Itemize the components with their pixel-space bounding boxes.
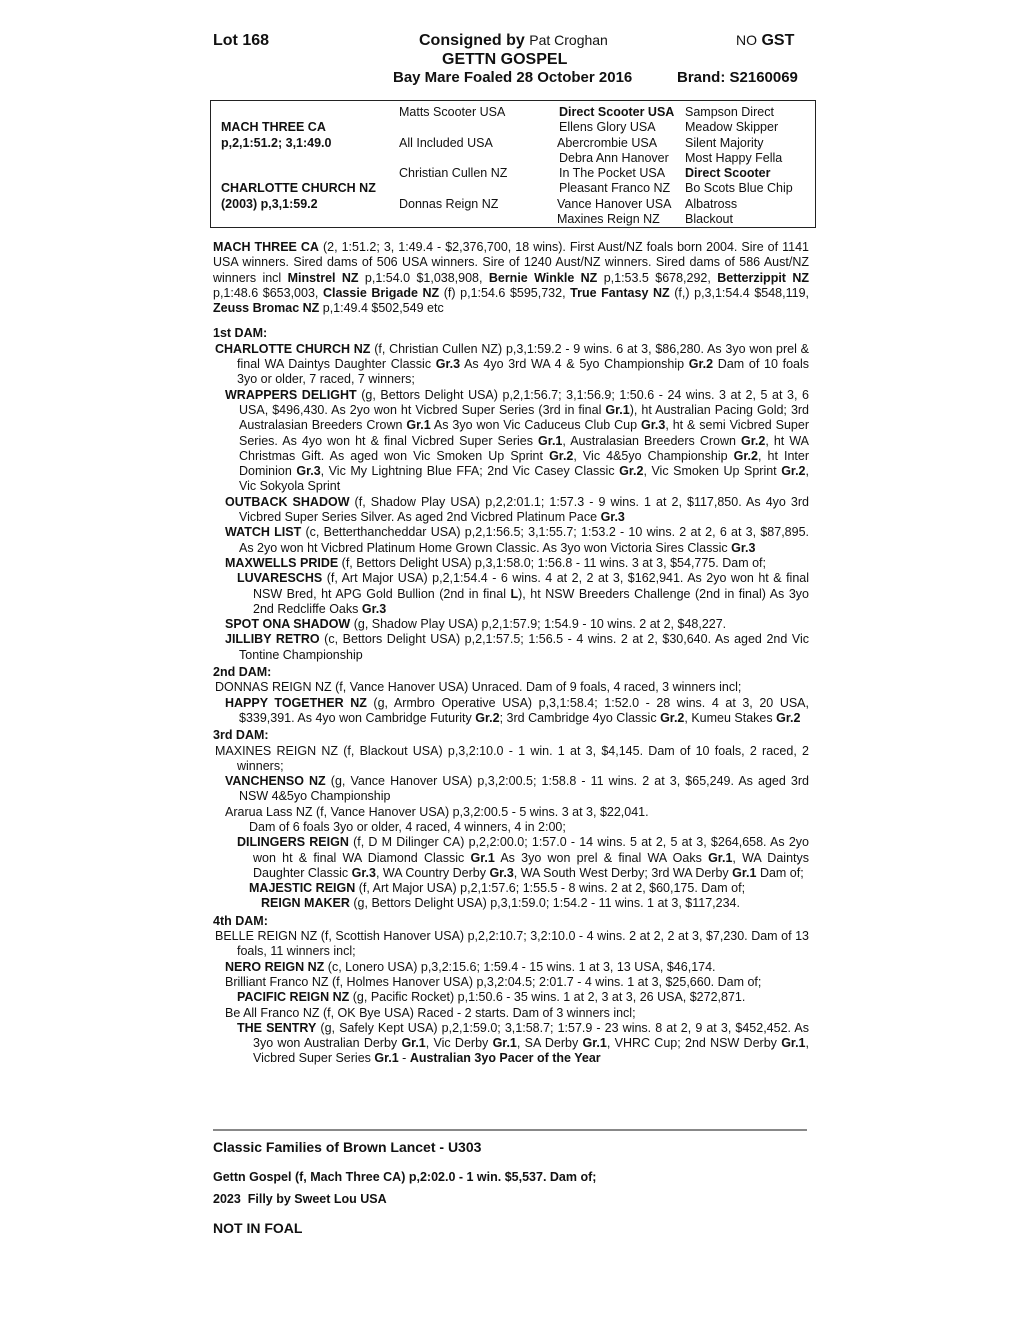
pedigree-entry — [213, 495, 809, 526]
bold-text: Gr.2 — [619, 464, 644, 479]
bold-text: Gr.2 — [741, 433, 766, 448]
bold-text: Australian 3yo Pacer of the Year — [409, 1051, 601, 1066]
text-run: , Vicbred Super Series — [253, 1036, 809, 1066]
bold-text: WATCH LIST — [225, 525, 302, 540]
bold-text: LUVARESCHS — [237, 571, 323, 586]
horse-description: Bay Mare Foaled 28 October 2016 — [393, 69, 633, 86]
pedigree-entry — [213, 342, 809, 388]
pedigree-g3: Direct Scooter USA — [559, 105, 675, 119]
text-run: (g, Armbro Operative USA) p,3,1:58.4; 1:52.0 - 28 wins. 4 at 3, 20 USA, $339,391. As 4yo won Cambridge Futurity — [239, 695, 809, 725]
pedigree-entry — [213, 774, 809, 805]
text-run: (c, Betterthancheddar USA) p,2,1:56.5; 3,1:55.7; 1:53.2 - 10 wins. 2 at 2, 6 at 3, $87,895. As 2yo won ht Vicbred Platinum Home Grown Classic. As 3yo won Victoria Sires Classic — [239, 525, 810, 555]
text-run: , Vic Smoken Up Sprint — [643, 464, 782, 479]
bold-text: MACH THREE CA — [213, 240, 319, 254]
pedigree-g4: Most Happy Fella — [685, 151, 783, 165]
dam-section-label: 1st DAM: — [213, 326, 268, 341]
lot-number: Lot 168 — [213, 32, 270, 49]
sire-record: p,2,1:51.2; 3,1:49.0 — [221, 136, 332, 150]
text-run: (g, Safely Kept USA) p,2,1:59.0; 3,1:58.7; 1:57.9 - 23 wins. 8 at 2, 9 at 3, $452,452. As 3yo won Australian Derby — [253, 1020, 809, 1051]
sire-name: MACH THREE CA — [221, 120, 326, 134]
text-run: (c, Bettors Delight USA) p,2,1:57.5; 1:56.5 - 4 wins. 2 at 2, $30,640. As aged 2nd Vic Tontine Championship — [239, 632, 809, 662]
text-run: , WA Daintys Daughter Classic — [253, 850, 809, 880]
pedigree-g2: Christian Cullen NZ — [399, 166, 508, 180]
pedigree-entry — [213, 617, 809, 632]
bold-text: Gr.3 — [351, 865, 376, 880]
bold-text: CHARLOTTE CHURCH NZ — [215, 341, 371, 356]
text-run: , WA South West Derby; 3rd WA Derby — [513, 865, 733, 880]
bold-text: SPOT ONA SHADOW — [225, 617, 351, 632]
pedigree-entry — [213, 1021, 809, 1067]
bold-text: NERO REIGN NZ — [225, 959, 325, 974]
pedigree-entry — [213, 571, 809, 617]
bold-text: Gr.1 — [708, 850, 733, 865]
pedigree-g3: Ellens Glory USA — [559, 120, 656, 134]
text-run: , Vic Derby — [425, 1036, 493, 1051]
text-run: (g, Bettors Delight USA) p,2,1:56.7; 3,1:56.9; 1:50.6 - 24 wins. 3 at 2, 5 at 3, 6 USA, $496,430. As 2yo won ht Vicbred Super Series (3rd in final — [239, 387, 809, 417]
text-run: As 3yo won Vic Caduceus Club Cup — [430, 418, 641, 433]
pedigree-g4: Direct Scooter — [685, 166, 771, 180]
text-run: ), ht NSW Breeders Challenge (2nd in final) As 3yo 2nd Redcliffe Oaks — [253, 586, 809, 616]
dam-record: (2003) p,3,1:59.2 — [221, 197, 318, 211]
text-run: Ararua Lass NZ (f, Vance Hanover USA) p,3,2:00.5 - 5 wins. 3 at 3, $22,041. — [225, 804, 649, 819]
bold-text: Gr.1 — [605, 402, 630, 417]
bold-text: Gr.1 — [781, 1036, 806, 1051]
pedigree-entry — [213, 388, 809, 495]
text-run: Dam of 6 foals 3yo or older, 4 raced, 4 winners, 4 in 2:00; — [249, 819, 566, 834]
section-divider — [213, 1129, 807, 1131]
pedigree-table — [210, 100, 816, 228]
bold-text: L — [510, 586, 519, 601]
text-run: p,1:49.4 $502,549 etc — [319, 301, 444, 316]
bold-text: Gr.2 — [776, 710, 801, 725]
foal-status: NOT IN FOAL — [213, 1220, 303, 1236]
text-run: , WA Country Derby — [375, 865, 490, 880]
dam-section-label: 4th DAM: — [213, 913, 268, 928]
bold-text: Gr.3 — [489, 865, 514, 880]
text-run: (f, D M Dilinger CA) p,2,2:00.0; 1:57.0 - 14 wins. 5 at 2, 5 at 3, $264,658. As 2yo won ht & final WA Diamond Classic — [253, 835, 810, 865]
dam-section-label: 2nd DAM: — [213, 665, 272, 680]
text-run: (f, Bettors Delight USA) p,3,1:58.0; 1:56.8 - 11 wins. 3 at 3, $54,775. Dam of; — [338, 555, 766, 570]
brand: Brand: S2160069 — [677, 69, 798, 86]
text-run: (g, Shadow Play USA) p,2,1:57.9; 1:54.9 - 10 wins. 2 at 2, $48,227. — [350, 617, 727, 632]
gst-label: GST — [761, 32, 795, 49]
text-run: p,1:54.0 $1,038,908, — [358, 270, 489, 285]
consigned-line — [419, 32, 608, 50]
text-run: (f, Christian Cullen NZ) p,3,1:59.2 - 9 wins. 6 at 3, $86,280. As 3yo won prel & final WA Daintys Daughter Classic — [237, 341, 809, 372]
pedigree-g4: Silent Majority — [685, 136, 764, 150]
dam-section-label: 3rd DAM: — [213, 728, 269, 743]
bold-text: JILLIBY RETRO — [225, 632, 320, 647]
bold-text: Gr.1 — [732, 865, 757, 880]
text-run: (c, Lonero USA) p,3,2:15.6; 1:59.4 - 15 wins. 1 at 3, 13 USA, $46,174. — [324, 959, 716, 974]
pedigree-g2: Donnas Reign NZ — [399, 197, 499, 211]
pedigree-entry — [213, 881, 809, 896]
pedigree-entry — [213, 805, 809, 820]
text-run: (f) p,1:54.6 $595,732, — [439, 285, 571, 300]
bold-text: OUTBACK SHADOW — [225, 494, 350, 509]
text-run: MAXINES REIGN NZ (f, Blackout USA) p,3,2:10.0 - 1 win. 1 at 3, $4,145. Dam of 10 foals, 2 raced, 2 winners; — [215, 743, 809, 773]
text-run: (f, Shadow Play USA) p,2,2:01.1; 1:57.3 - 9 wins. 1 at 2, $117,850. As 4yo 3rd Vicbred Super Series Silver. As aged 2nd Vicbred Platinum Pace — [239, 494, 809, 525]
pedigree-g3: Vance Hanover USA — [557, 197, 672, 211]
bold-text: Gr.2 — [781, 464, 806, 479]
pedigree-g4: Meadow Skipper — [685, 120, 779, 134]
bold-text: Gr.1 — [470, 850, 495, 865]
pedigree-entry — [213, 744, 809, 775]
pedigree-g4: Blackout — [685, 212, 733, 226]
bold-text: MAXWELLS PRIDE — [225, 555, 339, 570]
pedigree-g4: Sampson Direct — [685, 105, 774, 119]
bold-text: MAJESTIC REIGN — [249, 881, 356, 896]
text-run: (g, Vance Hanover USA) p,3,2:00.5; 1:58.8 - 11 wins. 2 at 3, $65,249. As aged 3rd NSW 4&5yo Championship — [239, 774, 809, 804]
text-run: , Vic Sokyola Sprint — [239, 464, 809, 494]
text-run: , ht WA Christmas Gift. As aged won Vic Smoken Up Sprint — [239, 433, 809, 463]
text-run: , VHRC Cup; 2nd NSW Derby — [606, 1036, 782, 1051]
bold-text: Gr.1 — [538, 433, 563, 448]
text-run: DONNAS REIGN NZ (f, Vance Hanover USA) Unraced. Dam of 9 foals, 4 raced, 3 winners incl; — [215, 680, 742, 695]
text-run: - — [398, 1051, 410, 1066]
bold-text: Gr.1 — [406, 418, 431, 433]
pedigree-entry — [213, 896, 809, 911]
bold-text: Gr.2 — [688, 357, 714, 372]
text-run: , ht & semi Vicbred Super Series. As 4yo won ht & final Vicbred Super Series — [239, 418, 809, 448]
pedigree-entry — [213, 820, 809, 835]
bold-text: PACIFIC REIGN NZ — [237, 990, 350, 1005]
text-run: BELLE REIGN NZ (f, Scottish Hanover USA) p,2,2:10.7; 3,2:10.0 - 4 wins. 2 at 2, 2 at 3, $7,230. Dam of 13 foals, 11 winners incl; — [215, 929, 809, 959]
pedigree-g3: In The Pocket USA — [559, 166, 666, 180]
pedigree-entry — [213, 975, 809, 990]
text-run: ), ht Australian Pacing Gold; 3rd Australasian Breeders Crown — [239, 402, 810, 433]
horse-name: GETTN GOSPEL — [442, 51, 568, 68]
bold-text: THE SENTRY — [237, 1020, 317, 1035]
bold-text: Gr.1 — [401, 1036, 426, 1051]
pedigree-entry — [213, 835, 809, 881]
dam-name: CHARLOTTE CHURCH NZ — [221, 181, 376, 195]
text-run: , ht Inter Dominion — [239, 448, 809, 479]
bold-text: Betterzippit NZ — [717, 270, 809, 285]
pedigree-entry — [213, 990, 809, 1005]
pedigree-entry — [213, 680, 809, 695]
bold-text: Gr.2 — [475, 710, 500, 725]
bold-text: REIGN MAKER — [261, 896, 350, 911]
text-run: ; 3rd Cambridge 4yo Classic — [499, 710, 661, 725]
bold-text: True Fantasy NZ — [570, 285, 670, 300]
bold-text: Gr.2 — [549, 448, 574, 463]
pedigree-g3: Abercrombie USA — [557, 136, 658, 150]
pedigree-entry — [213, 696, 809, 727]
pedigree-g3: Debra Ann Hanover — [559, 151, 669, 165]
text-run: , Vic My Lightning Blue FFA; 2nd Vic Casey Classic — [320, 464, 620, 479]
catalogue-body — [213, 240, 809, 1067]
bold-text: DILINGERS REIGN — [237, 835, 349, 850]
pedigree-g4: Bo Scots Blue Chip — [685, 181, 793, 195]
text-run: Be All Franco NZ (f, OK Bye USA) Raced - 2 starts. Dam of 3 winners incl; — [225, 1005, 636, 1020]
text-run: , Vic 4&5yo Championship — [573, 448, 734, 463]
bold-text: WRAPPERS DELIGHT — [225, 387, 357, 402]
text-run: , Australasian Breeders Crown — [562, 433, 741, 448]
text-run: (g, Bettors Delight USA) p,3,1:59.0; 1:54.2 - 11 wins. 1 at 3, $117,234. — [349, 896, 740, 911]
bold-text: Gr.3 — [600, 510, 625, 525]
bold-text: Gr.3 — [731, 540, 756, 555]
text-run: Dam of; — [756, 865, 804, 880]
gst-prefix: NO — [736, 32, 757, 48]
bold-text: Gr.1 — [492, 1036, 517, 1051]
bold-text: VANCHENSO NZ — [225, 774, 326, 789]
produce-2023: 2023 Filly by Sweet Lou USA — [213, 1192, 387, 1206]
gst-status — [736, 32, 794, 50]
consigned-prefix: Consigned by — [419, 32, 525, 49]
pedigree-g3: Maxines Reign NZ — [557, 212, 660, 226]
bold-text: Gr.2 — [733, 448, 758, 463]
text-run: (g, Pacific Rocket) p,1:50.6 - 35 wins. 1 at 2, 3 at 3, 26 USA, $272,871. — [349, 990, 746, 1005]
text-run: p,1:53.5 $678,292, — [597, 270, 718, 285]
text-run: , Kumeu Stakes — [684, 710, 777, 725]
pedigree-entry — [213, 960, 809, 975]
bold-text: Classie Brigade NZ — [322, 285, 440, 300]
produce-intro: Gettn Gospel (f, Mach Three CA) p,2:02.0 - 1 win. $5,537. Dam of; — [213, 1170, 597, 1184]
family-line: Classic Families of Brown Lancet - U303 — [213, 1139, 482, 1155]
pedigree-entry — [213, 632, 809, 663]
text-run: Dam of 10 foals 3yo or older, 7 raced, 7 winners; — [237, 357, 809, 387]
text-run: (2, 1:51.2; 3, 1:49.4 - $2,376,700, 18 wins). First Aust/NZ foals born 2004. Sire of 1141 USA winners. Sired dams of 506 USA winners. Sire of 1240 Aust/NZ winners. Sired dams of 586 Aust/NZ winners incl — [213, 240, 809, 285]
pedigree-g4: Albatross — [685, 197, 738, 211]
bold-text: Gr.3 — [296, 464, 321, 479]
pedigree-entry — [213, 1006, 809, 1021]
text-run: As 4yo 3rd WA 4 & 5yo Championship — [460, 357, 689, 372]
bold-text: Gr.3 — [435, 357, 461, 372]
text-run: p,1:48.6 $653,003, — [213, 285, 323, 300]
text-run: As 3yo won prel & final WA Oaks — [494, 850, 709, 865]
pedigree-g2: All Included USA — [399, 136, 493, 150]
text-run: Brilliant Franco NZ (f, Holmes Hanover USA) p,3,2:04.5; 2:01.7 - 4 wins. 1 at 3, $25,660. Dam of; — [225, 974, 762, 989]
bold-text: Gr.3 — [361, 601, 387, 616]
bold-text: Zeuss Bromac NZ — [213, 301, 320, 316]
bold-text: Gr.1 — [582, 1036, 607, 1051]
text-run: (f,) p,3,1:54.4 $548,119, — [669, 285, 810, 300]
bold-text: Gr.1 — [374, 1051, 399, 1066]
pedigree-entry — [213, 556, 809, 571]
pedigree-entry — [213, 929, 809, 960]
bold-text: Gr.2 — [660, 710, 685, 725]
pedigree-g2: Matts Scooter USA — [399, 105, 506, 119]
text-run: , SA Derby — [516, 1036, 583, 1051]
sire-summary — [213, 240, 809, 316]
pedigree-entry — [213, 525, 809, 556]
bold-text: Gr.3 — [641, 418, 666, 433]
dam-sections — [213, 326, 809, 1066]
consignor-name: Pat Croghan — [529, 32, 608, 48]
bold-text: Bernie Winkle NZ — [488, 270, 598, 285]
bold-text: HAPPY TOGETHER NZ — [225, 695, 367, 710]
bold-text: Minstrel NZ — [287, 270, 359, 285]
text-run: (f, Art Major USA) p,2,1:54.4 - 6 wins. 4 at 2, 2 at 3, $162,941. As 2yo won ht & final NSW Bred, ht APG Gold Bullion (2nd in final — [253, 571, 809, 601]
text-run: (f, Art Major USA) p,2,1:57.6; 1:55.5 - 8 wins. 2 at 2, $60,175. Dam of; — [355, 881, 746, 896]
pedigree-g3: Pleasant Franco NZ — [559, 181, 671, 195]
